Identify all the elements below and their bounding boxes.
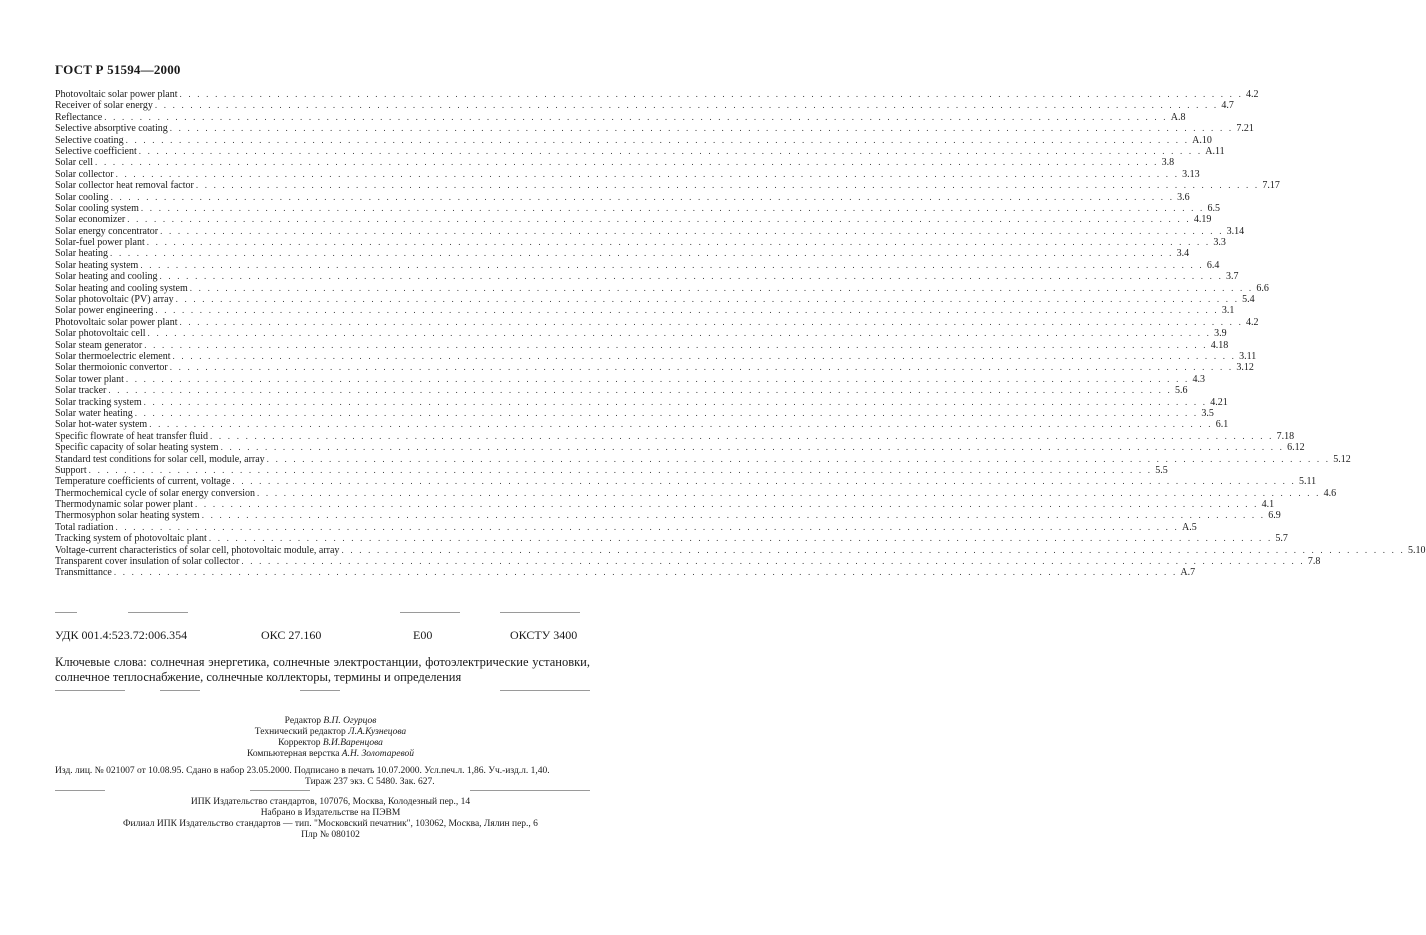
index-entry: [55, 430, 1295, 442]
credit-name: Л.А.Кузнецова: [348, 727, 407, 737]
dot-leader: . . . . . . . . . . . . . . . . . . . . . . . . . . . . . . . . . . . . . . . . . . . . . . . . . . . . . . . . . . . . . . . . . . . . . . . . . . . . . . . . . . . . . . . . . . . . . . . . . . . . . . . . . . . . . . . . . . . . . . . .: [160, 225, 1224, 236]
index-entry: [55, 476, 1317, 488]
index-term: Solar heating: [55, 248, 109, 260]
index-entry: [55, 180, 1280, 192]
index-ref: 7.8: [1307, 556, 1321, 568]
dot-leader: . . . . . . . . . . . . . . . . . . . . . . . . . . . . . . . . . . . . . . . . . . . . . . . . . . . . . . . . . . . . . . . . . . . . . . . . . . . . . . . . . . . . . . . . . . . . . . . . . . . . . . . . . . . . . . . . . . . . . . . .: [115, 521, 1180, 532]
index-term: Photovoltaic solar power plant: [55, 89, 178, 100]
dot-leader: . . . . . . . . . . . . . . . . . . . . . . . . . . . . . . . . . . . . . . . . . . . . . . . . . . . . . . . . . . . . . . . . . . . . . . . . . . . . . . . . . . . . . . . . . . . . . . . . . . . . . . . . . . . . . . . . . . . . . . . .: [220, 442, 1285, 453]
index-entry: [55, 453, 1351, 465]
index-ref: 6.5: [1207, 202, 1220, 214]
index-ref: 3.12: [1236, 362, 1254, 374]
index-term: Solar water heating: [55, 407, 133, 419]
index-term: Solar collector: [55, 168, 114, 180]
dot-leader: . . . . . . . . . . . . . . . . . . . . . . . . . . . . . . . . . . . . . . . . . . . . . . . . . . . . . . . . . . . . . . . . . . . . . . . . . . . . . . . . . . . . . . . . . . . . . . . . . . . . . . . . . . . . . . . . . . . . . . . .: [210, 430, 1274, 441]
credit-role: Редактор: [284, 716, 321, 726]
index-term: Transmittance: [55, 567, 112, 579]
index-entry: [55, 316, 1259, 328]
index-entry: [55, 123, 1254, 135]
credit-line: [0, 727, 661, 738]
publisher-line: Филиал ИПК Издательство стандартов — тип. "Московский печатник", 103062, Москва, Лялин пер., 6: [123, 819, 538, 829]
index-entry: [55, 168, 1200, 180]
index-entry: [55, 567, 1196, 579]
index-ref: 7.17: [1262, 180, 1280, 192]
dot-leader: . . . . . . . . . . . . . . . . . . . . . . . . . . . . . . . . . . . . . . . . . . . . . . . . . . . . . . . . . . . . . . . . . . . . . . . . . . . . . . . . . . . . . . . . . . . . . . . . . . . . . . . . . . . . . . . . . . . . . . . .: [241, 556, 1305, 567]
index-ref: A.7: [1180, 567, 1196, 579]
index-ref: 4.21: [1210, 396, 1228, 408]
okstu-code: ОКСТУ 3400: [510, 628, 578, 642]
index-ref: 4.6: [1323, 487, 1337, 499]
index-ref: A.10: [1192, 134, 1212, 146]
dot-leader: . . . . . . . . . . . . . . . . . . . . . . . . . . . . . . . . . . . . . . . . . . . . . . . . . . . . . . . . . . . . . . . . . . . . . . . . . . . . . . . . . . . . . . . . . . . . . . . . . . . . . . . . . . . . . . . . . . . . . . . .: [146, 237, 1211, 248]
dot-leader: . . . . . . . . . . . . . . . . . . . . . . . . . . . . . . . . . . . . . . . . . . . . . . . . . . . . . . . . . . . . . . . . . . . . . . . . . . . . . . . . . . . . . . . . . . . . . . . . . . . . . . . . . . . . . . . . . . . . . . . .: [88, 464, 1153, 475]
dot-leader: . . . . . . . . . . . . . . . . . . . . . . . . . . . . . . . . . . . . . . . . . . . . . . . . . . . . . . . . . . . . . . . . . . . . . . . . . . . . . . . . . . . . . . . . . . . . . . . . . . . . . . . . . . . . . . . . . . . . . . . .: [138, 145, 1203, 156]
keywords-paragraph: Ключевые слова: солнечная энергетика, солнечные электростанции, фотоэлектрические установки, солнечное теплоснабжение, солнечные коллекторы, термины и определения: [55, 655, 590, 684]
dot-leader: . . . . . . . . . . . . . . . . . . . . . . . . . . . . . . . . . . . . . . . . . . . . . . . . . . . . . . . . . . . . . . . . . . . . . . . . . . . . . . . . . . . . . . . . . . . . . . . . . . . . . . . . . . . . . . . . . . . . . . . .: [140, 202, 1205, 213]
index-ref: 3.9: [1214, 328, 1227, 340]
index-ref: A.5: [1182, 521, 1197, 533]
index-ref: 4.18: [1210, 339, 1229, 351]
dot-leader: . . . . . . . . . . . . . . . . . . . . . . . . . . . . . . . . . . . . . . . . . . . . . . . . . . . . . . . . . . . . . . . . . . . . . . . . . . . . . . . . . . . . . . . . . . . . . . . . . . . . . . . . . . . . . . . . . . . . . . . .: [147, 328, 1212, 339]
dot-leader: . . . . . . . . . . . . . . . . . . . . . . . . . . . . . . . . . . . . . . . . . . . . . . . . . . . . . . . . . . . . . . . . . . . . . . . . . . . . . . . . . . . . . . . . . . . . . . . . . . . . . . . . . . . . . . . . . . . . . . . .: [154, 100, 1219, 111]
index-term: Thermochemical cycle of solar energy conversion: [55, 487, 256, 499]
index-entry: [55, 362, 1254, 374]
separator-rule: [160, 690, 200, 691]
dot-leader: . . . . . . . . . . . . . . . . . . . . . . . . . . . . . . . . . . . . . . . . . . . . . . . . . . . . . . . . . . . . . . . . . . . . . . . . . . . . . . . . . . . . . . . . . . . . . . . . . . . . . . . . . . . . . . . . . . . . . . . .: [115, 168, 1180, 179]
index-term: Solar power engineering: [55, 305, 154, 317]
index-ref: 7.21: [1236, 123, 1254, 135]
index-entry: [55, 294, 1255, 306]
dot-leader: . . . . . . . . . . . . . . . . . . . . . . . . . . . . . . . . . . . . . . . . . . . . . . . . . . . . . . . . . . . . . . . . . . . . . . . . . . . . . . . . . . . . . . . . . . . . . . . . . . . . . . . . . . . . . . . . . . . . . . . .: [134, 407, 1199, 418]
index-ref: 4.3: [1192, 373, 1205, 385]
credit-role: Компьютерная верстка: [246, 749, 340, 759]
dot-leader: . . . . . . . . . . . . . . . . . . . . . . . . . . . . . . . . . . . . . . . . . . . . . . . . . . . . . . . . . . . . . . . . . . . . . . . . . . . . . . . . . . . . . . . . . . . . . . . . . . . . . . . . . . . . . . . . . . . . . . . .: [341, 544, 1405, 555]
credit-name: В.И.Варенцова: [322, 738, 383, 748]
index-entry: [55, 510, 1281, 522]
index-term: Reflectance: [55, 111, 103, 123]
credit-line: [0, 749, 661, 760]
index-term: Selective absorptive coating: [55, 123, 168, 135]
credit-name: В.П. Огурцов: [323, 716, 377, 726]
dot-leader: . . . . . . . . . . . . . . . . . . . . . . . . . . . . . . . . . . . . . . . . . . . . . . . . . . . . . . . . . . . . . . . . . . . . . . . . . . . . . . . . . . . . . . . . . . . . . . . . . . . . . . . . . . . . . . . . . . . . . . . .: [104, 111, 1168, 122]
dot-leader: . . . . . . . . . . . . . . . . . . . . . . . . . . . . . . . . . . . . . . . . . . . . . . . . . . . . . . . . . . . . . . . . . . . . . . . . . . . . . . . . . . . . . . . . . . . . . . . . . . . . . . . . . . . . . . . . . . . . . . . .: [179, 316, 1244, 327]
dot-leader: . . . . . . . . . . . . . . . . . . . . . . . . . . . . . . . . . . . . . . . . . . . . . . . . . . . . . . . . . . . . . . . . . . . . . . . . . . . . . . . . . . . . . . . . . . . . . . . . . . . . . . . . . . . . . . . . . . . . . . . .: [110, 248, 1174, 259]
dot-leader: . . . . . . . . . . . . . . . . . . . . . . . . . . . . . . . . . . . . . . . . . . . . . . . . . . . . . . . . . . . . . . . . . . . . . . . . . . . . . . . . . . . . . . . . . . . . . . . . . . . . . . . . . . . . . . . . . . . . . . . .: [266, 453, 1331, 464]
dot-leader: . . . . . . . . . . . . . . . . . . . . . . . . . . . . . . . . . . . . . . . . . . . . . . . . . . . . . . . . . . . . . . . . . . . . . . . . . . . . . . . . . . . . . . . . . . . . . . . . . . . . . . . . . . . . . . . . . . . . . . . .: [149, 419, 1213, 430]
index-term: Thermosyphon solar heating system: [55, 510, 200, 522]
index-ref: 3.3: [1213, 237, 1226, 249]
dot-leader: . . . . . . . . . . . . . . . . . . . . . . . . . . . . . . . . . . . . . . . . . . . . . . . . . . . . . . . . . . . . . . . . . . . . . . . . . . . . . . . . . . . . . . . . . . . . . . . . . . . . . . . . . . . . . . . . . . . . . . . .: [195, 180, 1260, 191]
index-term: Solar tracking system: [55, 396, 142, 408]
separator-rule: [128, 612, 188, 613]
index-ref: 4.19: [1193, 214, 1212, 226]
index-term: Solar heating system: [55, 259, 139, 271]
index-ref: A.11: [1205, 145, 1225, 157]
separator-rule: [500, 690, 590, 691]
index-ref: 5.4: [1242, 294, 1255, 306]
index-entry: [55, 248, 1190, 260]
publisher-line: Плр № 080102: [301, 830, 360, 840]
index-ref: 7.18: [1276, 430, 1295, 442]
dot-leader: . . . . . . . . . . . . . . . . . . . . . . . . . . . . . . . . . . . . . . . . . . . . . . . . . . . . . . . . . . . . . . . . . . . . . . . . . . . . . . . . . . . . . . . . . . . . . . . . . . . . . . . . . . . . . . . . . . . . . . . .: [125, 134, 1190, 145]
separator-rule: [250, 790, 310, 791]
index-entry: [55, 282, 1269, 294]
index-entry: [55, 134, 1212, 146]
dot-leader: . . . . . . . . . . . . . . . . . . . . . . . . . . . . . . . . . . . . . . . . . . . . . . . . . . . . . . . . . . . . . . . . . . . . . . . . . . . . . . . . . . . . . . . . . . . . . . . . . . . . . . . . . . . . . . . . . . . . . . . .: [143, 396, 1208, 407]
separator-rule: [55, 690, 125, 691]
index-entry: [55, 499, 1275, 511]
publisher-block: [0, 797, 661, 841]
index-ref: 5.10: [1408, 544, 1426, 556]
separator-rule: [55, 790, 105, 791]
dot-leader: . . . . . . . . . . . . . . . . . . . . . . . . . . . . . . . . . . . . . . . . . . . . . . . . . . . . . . . . . . . . . . . . . . . . . . . . . . . . . . . . . . . . . . . . . . . . . . . . . . . . . . . . . . . . . . . . . . . . . . . .: [169, 362, 1234, 373]
index-entry: [55, 373, 1205, 385]
index-entry: [55, 100, 1234, 112]
index-term: Thermodynamic solar power plant: [55, 499, 194, 511]
dot-leader: . . . . . . . . . . . . . . . . . . . . . . . . . . . . . . . . . . . . . . . . . . . . . . . . . . . . . . . . . . . . . . . . . . . . . . . . . . . . . . . . . . . . . . . . . . . . . . . . . . . . . . . . . . . . . . . . . . . . . . . .: [169, 123, 1234, 134]
index-ref: 5.12: [1333, 453, 1351, 465]
index-ref: 5.6: [1174, 385, 1188, 397]
dot-leader: . . . . . . . . . . . . . . . . . . . . . . . . . . . . . . . . . . . . . . . . . . . . . . . . . . . . . . . . . . . . . . . . . . . . . . . . . . . . . . . . . . . . . . . . . . . . . . . . . . . . . . . . . . . . . . . . . . . . . . . .: [110, 191, 1175, 202]
index-term: Selective coefficient: [55, 145, 137, 157]
index-ref: 3.5: [1201, 407, 1214, 419]
dot-leader: . . . . . . . . . . . . . . . . . . . . . . . . . . . . . . . . . . . . . . . . . . . . . . . . . . . . . . . . . . . . . . . . . . . . . . . . . . . . . . . . . . . . . . . . . . . . . . . . . . . . . . . . . . . . . . . . . . . . . . . .: [208, 533, 1273, 544]
credit-role: Технический редактор: [254, 727, 346, 737]
dot-leader: . . . . . . . . . . . . . . . . . . . . . . . . . . . . . . . . . . . . . . . . . . . . . . . . . . . . . . . . . . . . . . . . . . . . . . . . . . . . . . . . . . . . . . . . . . . . . . . . . . . . . . . . . . . . . . . . . . . . . . . .: [144, 339, 1208, 350]
credit-name: А.Н. Золотаревой: [341, 749, 415, 759]
index-term: Solar heating and cooling system: [55, 282, 188, 294]
index-ref: 4.1: [1261, 499, 1275, 511]
dot-leader: . . . . . . . . . . . . . . . . . . . . . . . . . . . . . . . . . . . . . . . . . . . . . . . . . . . . . . . . . . . . . . . . . . . . . . . . . . . . . . . . . . . . . . . . . . . . . . . . . . . . . . . . . . . . . . . . . . . . . . . .: [232, 476, 1296, 487]
index-term: Total radiation: [55, 521, 114, 533]
dot-leader: . . . . . . . . . . . . . . . . . . . . . . . . . . . . . . . . . . . . . . . . . . . . . . . . . . . . . . . . . . . . . . . . . . . . . . . . . . . . . . . . . . . . . . . . . . . . . . . . . . . . . . . . . . . . . . . . . . . . . . . .: [201, 510, 1266, 521]
index-entry: [55, 89, 1259, 100]
index-entry: [55, 259, 1220, 271]
separator-rule: [400, 612, 460, 613]
publisher-line: ИПК Издательство стандартов, 107076, Москва, Колодезный пер., 14: [190, 797, 471, 807]
dot-leader: . . . . . . . . . . . . . . . . . . . . . . . . . . . . . . . . . . . . . . . . . . . . . . . . . . . . . . . . . . . . . . . . . . . . . . . . . . . . . . . . . . . . . . . . . . . . . . . . . . . . . . . . . . . . . . . . . . . . . . . .: [113, 567, 1178, 578]
index-term: Support: [55, 464, 87, 476]
index-entry: [55, 237, 1226, 249]
index-entry: [55, 407, 1214, 419]
index-ref: 6.9: [1268, 510, 1281, 522]
index-term: Solar hot-water system: [55, 419, 148, 431]
index-ref: 3.7: [1226, 271, 1239, 283]
index-entry: [55, 271, 1239, 283]
index-term: Solar thermoionic convertor: [55, 362, 168, 374]
term-index: [55, 89, 1426, 579]
index-ref: 6.1: [1215, 419, 1229, 431]
credits-block: [0, 716, 661, 760]
index-ref: 3.13: [1182, 168, 1200, 180]
index-entry: [55, 145, 1225, 157]
index-term: Solar photovoltaic cell: [55, 328, 146, 340]
index-term: Voltage-current characteristics of solar cell, photovoltaic module, array: [55, 544, 340, 556]
index-entry: [55, 544, 1426, 556]
index-ref: 4.2: [1246, 89, 1259, 100]
dot-leader: . . . . . . . . . . . . . . . . . . . . . . . . . . . . . . . . . . . . . . . . . . . . . . . . . . . . . . . . . . . . . . . . . . . . . . . . . . . . . . . . . . . . . . . . . . . . . . . . . . . . . . . . . . . . . . . . . . . . . . . .: [108, 385, 1172, 396]
index-term: Solar steam generator: [55, 339, 143, 351]
index-term: Photovoltaic solar power plant: [55, 316, 178, 328]
index-ref: 3.8: [1161, 157, 1175, 169]
standard-number: ГОСТ Р 51594—2000: [55, 62, 181, 77]
imprint-block: [55, 766, 595, 787]
dot-leader: . . . . . . . . . . . . . . . . . . . . . . . . . . . . . . . . . . . . . . . . . . . . . . . . . . . . . . . . . . . . . . . . . . . . . . . . . . . . . . . . . . . . . . . . . . . . . . . . . . . . . . . . . . . . . . . . . . . . . . . .: [179, 89, 1244, 99]
index-term: Solar photovoltaic (PV) array: [55, 294, 174, 306]
index-ref: 3.4: [1176, 248, 1190, 260]
index-entry: [55, 111, 1186, 123]
dot-leader: . . . . . . . . . . . . . . . . . . . . . . . . . . . . . . . . . . . . . . . . . . . . . . . . . . . . . . . . . . . . . . . . . . . . . . . . . . . . . . . . . . . . . . . . . . . . . . . . . . . . . . . . . . . . . . . . . . . . . . . .: [189, 282, 1254, 293]
index-ref: 4.2: [1246, 316, 1259, 328]
index-ref: 5.11: [1298, 476, 1317, 488]
index-entry: [55, 385, 1188, 397]
dot-leader: . . . . . . . . . . . . . . . . . . . . . . . . . . . . . . . . . . . . . . . . . . . . . . . . . . . . . . . . . . . . . . . . . . . . . . . . . . . . . . . . . . . . . . . . . . . . . . . . . . . . . . . . . . . . . . . . . . . . . . . .: [195, 499, 1259, 510]
oks-code: ОКС 27.160: [261, 628, 322, 642]
index-ref: 3.14: [1226, 225, 1245, 237]
index-term: Solar-fuel power plant: [55, 237, 145, 249]
credit-line: [0, 716, 661, 727]
index-term: Solar thermoelectric element: [55, 350, 171, 362]
index-entry: [55, 487, 1337, 499]
dot-leader: . . . . . . . . . . . . . . . . . . . . . . . . . . . . . . . . . . . . . . . . . . . . . . . . . . . . . . . . . . . . . . . . . . . . . . . . . . . . . . . . . . . . . . . . . . . . . . . . . . . . . . . . . . . . . . . . . . . . . . . .: [140, 259, 1204, 270]
index-entry: [55, 533, 1288, 545]
index-term: Solar tower plant: [55, 373, 124, 385]
index-ref: 5.5: [1155, 464, 1168, 476]
index-term: Solar tracker: [55, 385, 107, 397]
separator-rule: [55, 612, 77, 613]
separator-rule: [470, 790, 590, 791]
e-code: Е00: [413, 628, 433, 642]
index-ref: 4.7: [1221, 100, 1234, 112]
index-entry: [55, 350, 1257, 362]
index-ref: 3.6: [1177, 191, 1190, 203]
index-ref: 5.7: [1275, 533, 1288, 545]
index-term: Solar heating and cooling: [55, 271, 158, 283]
index-ref: 6.6: [1256, 282, 1269, 294]
udk-code: УДК 001.4:523.72:006.354: [55, 628, 188, 642]
index-entry: [55, 396, 1228, 408]
dot-leader: . . . . . . . . . . . . . . . . . . . . . . . . . . . . . . . . . . . . . . . . . . . . . . . . . . . . . . . . . . . . . . . . . . . . . . . . . . . . . . . . . . . . . . . . . . . . . . . . . . . . . . . . . . . . . . . . . . . . . . . .: [172, 350, 1237, 361]
dot-leader: . . . . . . . . . . . . . . . . . . . . . . . . . . . . . . . . . . . . . . . . . . . . . . . . . . . . . . . . . . . . . . . . . . . . . . . . . . . . . . . . . . . . . . . . . . . . . . . . . . . . . . . . . . . . . . . . . . . . . . . .: [159, 271, 1224, 282]
index-entry: [55, 202, 1220, 214]
index-entry: [55, 419, 1229, 431]
dot-leader: . . . . . . . . . . . . . . . . . . . . . . . . . . . . . . . . . . . . . . . . . . . . . . . . . . . . . . . . . . . . . . . . . . . . . . . . . . . . . . . . . . . . . . . . . . . . . . . . . . . . . . . . . . . . . . . . . . . . . . . .: [175, 294, 1240, 305]
dot-leader: . . . . . . . . . . . . . . . . . . . . . . . . . . . . . . . . . . . . . . . . . . . . . . . . . . . . . . . . . . . . . . . . . . . . . . . . . . . . . . . . . . . . . . . . . . . . . . . . . . . . . . . . . . . . . . . . . . . . . . . .: [95, 157, 1159, 168]
separator-rule: [500, 612, 580, 613]
dot-leader: . . . . . . . . . . . . . . . . . . . . . . . . . . . . . . . . . . . . . . . . . . . . . . . . . . . . . . . . . . . . . . . . . . . . . . . . . . . . . . . . . . . . . . . . . . . . . . . . . . . . . . . . . . . . . . . . . . . . . . . .: [125, 373, 1190, 384]
index-term: Selective coating: [55, 134, 124, 146]
index-entry: [55, 339, 1229, 351]
index-ref: 6.12: [1287, 442, 1305, 454]
index-entry: [55, 225, 1245, 237]
index-entry: [55, 464, 1168, 476]
index-term: Solar cooling system: [55, 202, 139, 214]
index-term: Solar cooling: [55, 191, 109, 203]
index-term: Specific flowrate of heat transfer fluid: [55, 430, 208, 442]
index-ref: 6.4: [1206, 259, 1220, 271]
index-ref: 3.1: [1221, 305, 1235, 317]
index-entry: [55, 521, 1197, 533]
imprint-line: Изд. лиц. № 021007 от 10.08.95. Сдано в набор 23.05.2000. Подписано в печать 10.07.2000. Усл.печ.л. 1,86. Уч.-изд.л. 1,40.: [55, 766, 550, 776]
index-entry: [55, 305, 1235, 317]
index-ref: 3.11: [1239, 350, 1257, 362]
dot-leader: . . . . . . . . . . . . . . . . . . . . . . . . . . . . . . . . . . . . . . . . . . . . . . . . . . . . . . . . . . . . . . . . . . . . . . . . . . . . . . . . . . . . . . . . . . . . . . . . . . . . . . . . . . . . . . . . . . . . . . . .: [155, 305, 1219, 316]
index-term: Solar economizer: [55, 214, 126, 226]
publisher-line: Набрано в Издательстве на ПЭВМ: [260, 808, 401, 818]
dot-leader: . . . . . . . . . . . . . . . . . . . . . . . . . . . . . . . . . . . . . . . . . . . . . . . . . . . . . . . . . . . . . . . . . . . . . . . . . . . . . . . . . . . . . . . . . . . . . . . . . . . . . . . . . . . . . . . . . . . . . . . .: [127, 214, 1191, 225]
index-ref: A.8: [1170, 111, 1186, 123]
separator-rule: [300, 690, 340, 691]
index-entry: [55, 191, 1190, 203]
index-term: Transparent cover insulation of solar collector: [55, 556, 240, 568]
index-term: Tracking system of photovoltaic plant: [55, 533, 207, 545]
index-term: Solar energy concentrator: [55, 225, 159, 237]
index-term: Specific capacity of solar heating system: [55, 442, 219, 454]
index-term: Temperature coefficients of current, voltage: [55, 476, 231, 488]
index-entry: [55, 442, 1305, 454]
index-term: Standard test conditions for solar cell, module, array: [55, 453, 265, 465]
index-term: Solar cell: [55, 157, 94, 169]
index-term: Receiver of solar energy: [55, 100, 153, 112]
index-entry: [55, 214, 1212, 226]
index-term: Solar collector heat removal factor: [55, 180, 194, 192]
credit-role: Корректор: [278, 738, 321, 748]
dot-leader: . . . . . . . . . . . . . . . . . . . . . . . . . . . . . . . . . . . . . . . . . . . . . . . . . . . . . . . . . . . . . . . . . . . . . . . . . . . . . . . . . . . . . . . . . . . . . . . . . . . . . . . . . . . . . . . . . . . . . . . .: [257, 487, 1321, 498]
imprint-line: Тираж 237 экз. С 5480. Зак. 627.: [305, 777, 435, 787]
credit-line: [0, 738, 661, 749]
index-entry: [55, 328, 1227, 340]
index-entry: [55, 157, 1175, 169]
index-entry: [55, 556, 1321, 568]
